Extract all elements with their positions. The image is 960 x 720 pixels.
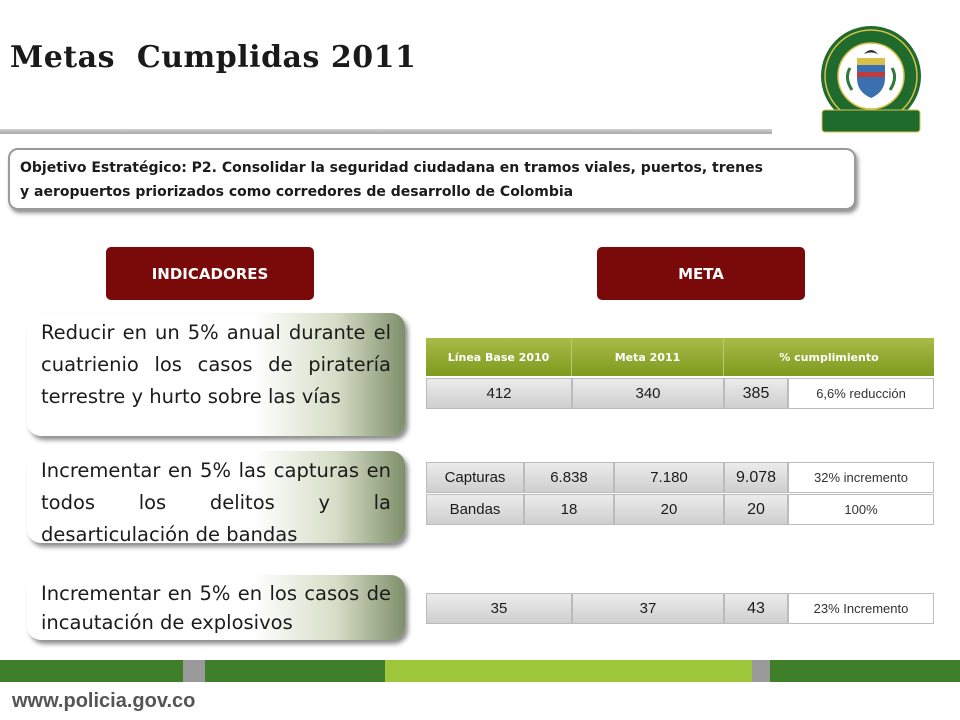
objective-line-1: Objetivo Estratégico: P2. Consolidar la seguridad ciudadana en tramos viales, puertos, trenes bbox=[20, 160, 763, 176]
cell-label: Capturas bbox=[426, 462, 524, 493]
table-row-capturas bbox=[426, 462, 934, 493]
cell-note: 23% Incremento bbox=[788, 593, 934, 624]
strategic-objective-box bbox=[8, 148, 856, 210]
cell-value: 20 bbox=[724, 494, 788, 525]
indicator-3: Incrementar en 5% en los casos de incautación de explosivos bbox=[27, 575, 405, 640]
cell-value: 9.078 bbox=[724, 462, 788, 493]
cell-value: 43 bbox=[724, 593, 788, 624]
footer-color-bar bbox=[0, 660, 960, 682]
cell-note: 32% incremento bbox=[788, 462, 934, 493]
col-header-meta: Meta 2011 bbox=[572, 338, 724, 376]
cell-note: 100% bbox=[788, 494, 934, 525]
table-row-explosivos bbox=[426, 593, 934, 624]
cell-note: 6,6% reducción bbox=[788, 378, 934, 409]
footer-website-link[interactable]: www.policia.gov.co bbox=[12, 690, 196, 712]
cell-meta: 340 bbox=[572, 378, 724, 409]
cell-meta: 37 bbox=[572, 593, 724, 624]
objective-line-2: y aeropuertos priorizados como corredores de desarrollo de Colombia bbox=[20, 184, 574, 200]
indicator-2: Incrementar en 5% las capturas en todos los delitos y la desarticulación de bandas bbox=[27, 451, 405, 543]
indicadores-header: INDICADORES bbox=[106, 247, 314, 300]
col-header-base: Línea Base 2010 bbox=[426, 338, 572, 376]
cell-base: 35 bbox=[426, 593, 572, 624]
page-title: Metas Cumplidas 2011 bbox=[10, 40, 417, 75]
police-seal-logo bbox=[816, 24, 926, 136]
title-divider bbox=[0, 129, 772, 134]
meta-table-header bbox=[426, 338, 934, 376]
cell-base: 412 bbox=[426, 378, 572, 409]
cell-meta: 7.180 bbox=[614, 462, 724, 493]
cell-base: 6.838 bbox=[524, 462, 614, 493]
meta-header: META bbox=[597, 247, 805, 300]
cell-meta: 20 bbox=[614, 494, 724, 525]
col-header-cumplimiento: % cumplimiento bbox=[724, 338, 934, 376]
cell-base: 18 bbox=[524, 494, 614, 525]
indicator-1: Reducir en un 5% anual durante el cuatrienio los casos de piratería terrestre y hurto sobre las vías bbox=[27, 313, 405, 436]
cell-value: 385 bbox=[724, 378, 788, 409]
table-row-bandas bbox=[426, 494, 934, 525]
table-row-pirateria bbox=[426, 378, 934, 409]
cell-label: Bandas bbox=[426, 494, 524, 525]
